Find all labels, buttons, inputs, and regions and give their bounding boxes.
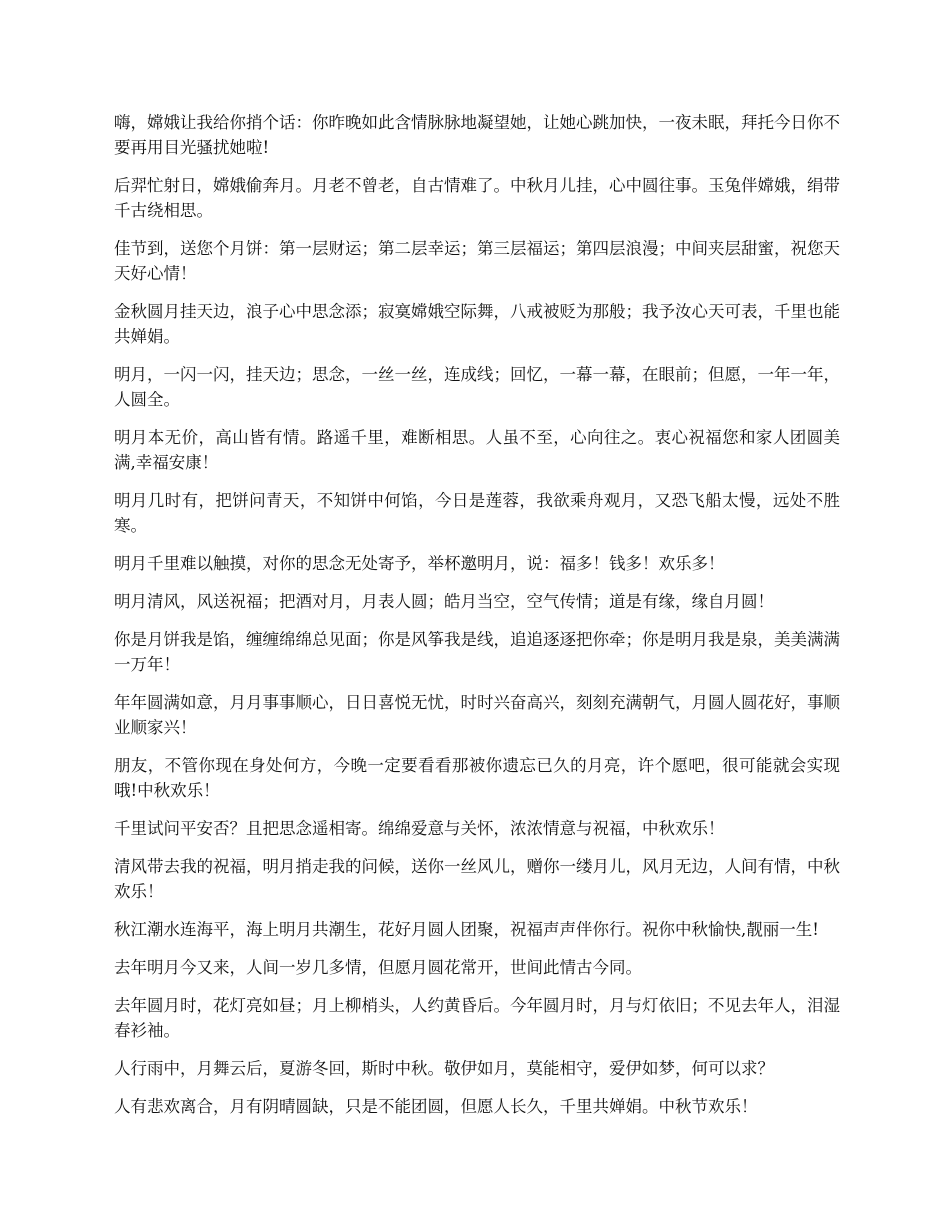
paragraph-6: 明月本无价，高山皆有情。路遥千里，难断相思。人虽不至，心向往之。衷心祝福您和家人团圆美满,幸福安康！ [114,428,840,472]
paragraph-8: 明月千里难以触摸，对你的思念无处寄予，举杯邀明月，说：福多！钱多！欢乐多！ [114,554,725,573]
paragraph-18: 人行雨中，月舞云后，夏游冬回，斯时中秋。敬伊如月，莫能相守，爱伊如梦，何可以求？ [114,1059,774,1078]
paragraph-15: 秋江潮水连海平，海上明月共潮生，花好月圆人团聚，祝福声声伴你行。祝你中秋愉快,靓丽一生! [114,920,819,939]
paragraph-19: 人有悲欢离合，月有阴晴圆缺，只是不能团圆，但愿人长久，千里共婵娟。中秋节欢乐！ [114,1097,758,1116]
paragraph-14: 清风带去我的祝福，明月捎走我的问候，送你一丝风儿，赠你一缕月儿，风月无边，人间有情，中秋欢乐！ [114,857,840,901]
paragraph-13: 千里试问平安否？且把思念遥相寄。绵绵爱意与关怀，浓浓情意与祝福，中秋欢乐！ [114,819,725,838]
paragraph-5: 明月，一闪一闪，挂天边；思念，一丝一丝，连成线；回忆，一幕一幕，在眼前；但愿，一年一年，人圆全。 [114,365,840,409]
paragraph-7: 明月几时有，把饼问青天，不知饼中何馅，今日是莲蓉，我欲乘舟观月，又恐飞船太慢，远处不胜寒。 [114,491,840,535]
paragraph-3: 佳节到，送您个月饼：第一层财运；第二层幸运；第三层福运；第四层浪漫；中间夹层甜蜜，祝您天天好心情！ [114,239,840,283]
document-page [114,110,840,1132]
paragraph-1: 嗨，嫦娥让我给你捎个话：你昨晚如此含情脉脉地凝望她，让她心跳加快，一夜未眠，拜托今日你不要再用目光骚扰她啦! [114,113,840,157]
paragraph-16: 去年明月今又来，人间一岁几多情，但愿月圆花常开，世间此情古今同。 [114,958,642,977]
paragraph-2: 后羿忙射日，嫦娥偷奔月。月老不曾老，自古情难了。中秋月儿挂，心中圆往事。玉兔伴嫦娥，绢带千古绕相思。 [114,176,840,220]
paragraph-17: 去年圆月时，花灯亮如昼；月上柳梢头，人约黄昏后。今年圆月时，月与灯依旧；不见去年人，泪湿春衫袖。 [114,996,840,1040]
paragraph-9: 明月清风，风送祝福；把酒对月，月表人圆；皓月当空，空气传情；道是有缘，缘自月圆！ [114,592,774,611]
paragraph-10: 你是月饼我是馅，缠缠绵绵总见面；你是风筝我是线，追追逐逐把你牵；你是明月我是泉，美美满满一万年！ [114,630,840,674]
paragraph-4: 金秋圆月挂天边，浪子心中思念添；寂寞嫦娥空际舞，八戒被贬为那般；我予汝心天可表，千里也能共婵娟。 [114,302,840,346]
paragraph-11: 年年圆满如意，月月事事顺心，日日喜悦无忧，时时兴奋高兴，刻刻充满朝气，月圆人圆花好，事顺业顺家兴！ [114,693,840,737]
paragraph-12: 朋友，不管你现在身处何方，今晚一定要看看那被你遗忘已久的月亮，许个愿吧，很可能就会实现哦!中秋欢乐！ [114,756,840,800]
